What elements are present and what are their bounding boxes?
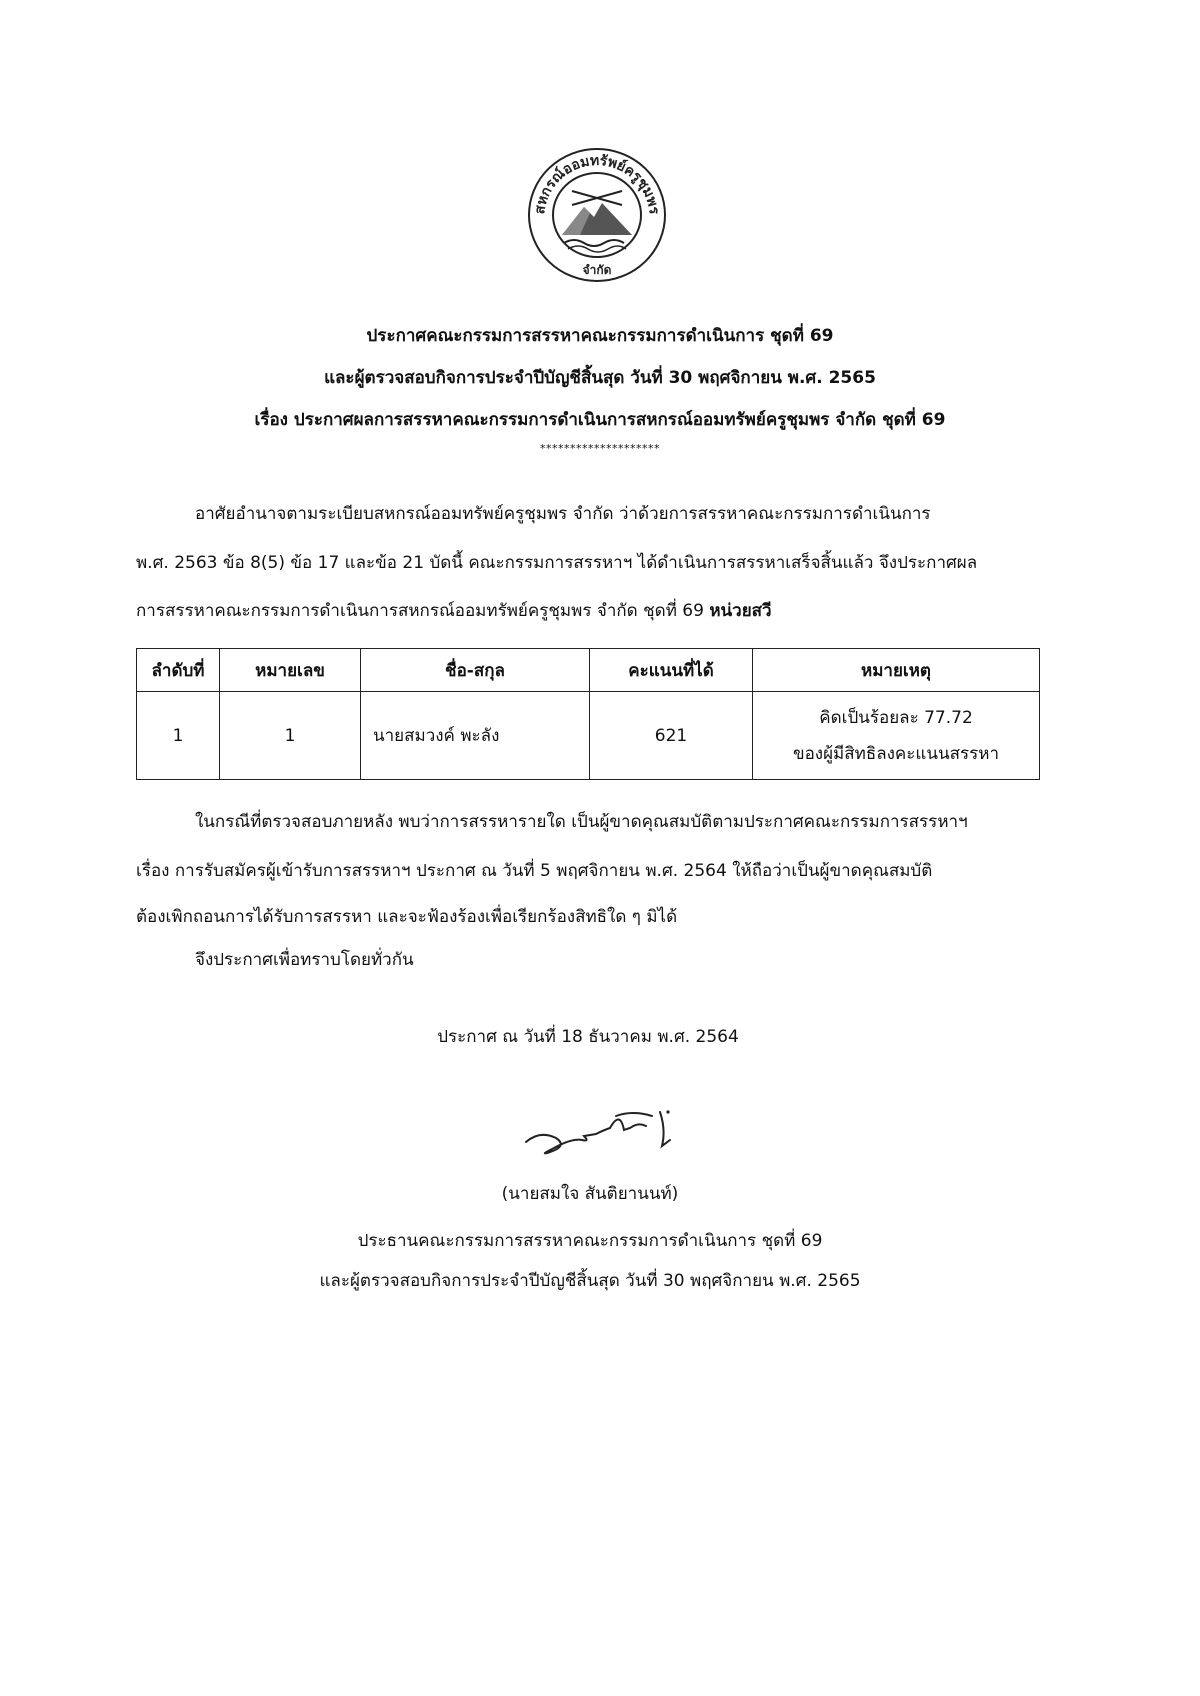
signatory-position-1: ประธานคณะกรรมการสรรหาคณะกรรมการดำเนินการ ชุดที่ 69 (357, 1231, 823, 1251)
separator-stars: ******************** (540, 442, 660, 455)
cell-score: 621 (590, 692, 753, 780)
signatory-position-2: และผู้ตรวจสอบกิจการประจำปีบัญชีสิ้นสุด วันที่ 30 พฤศจิกายน พ.ศ. 2565 (319, 1271, 861, 1291)
header-name: ชื่อ-สกุล (361, 649, 590, 692)
title-line-1: ประกาศคณะกรรมการสรรหาคณะกรรมการดำเนินการ ชุดที่ 69 (366, 326, 834, 346)
intro-line-3-text: การสรรหาคณะกรรมการดำเนินการสหกรณ์ออมทรัพย์ครูชุมพร จำกัด ชุดที่ 69 (136, 601, 704, 621)
cell-number: 1 (220, 692, 361, 780)
title-line-2: และผู้ตรวจสอบกิจการประจำปีบัญชีสิ้นสุด วันที่ 30 พฤศจิกายน พ.ศ. 2565 (324, 368, 876, 388)
intro-line-2: พ.ศ. 2563 ข้อ 8(5) ข้อ 17 และข้อ 21 บัดนี้ คณะกรรมการสรรหาฯ ได้ดำเนินการสรรหาเสร็จสิ้นแล้ว จึงประกาศผล (136, 553, 978, 573)
signatory-name: (นายสมใจ สันติยานนท์) (501, 1184, 679, 1204)
cell-name: นายสมวงค์ พะลัง (361, 692, 590, 780)
closing-line: จึงประกาศเพื่อทราบโดยทั่วกัน (195, 950, 414, 970)
table-header-row (137, 649, 1040, 692)
cooperative-seal-logo (522, 143, 672, 283)
body-line-1: ในกรณีที่ตรวจสอบภายหลัง พบว่าการสรรหารายใด เป็นผู้ขาดคุณสมบัติตามประกาศคณะกรรมการสรรหาฯ (195, 812, 968, 832)
announcement-date: ประกาศ ณ วันที่ 18 ธันวาคม พ.ศ. 2564 (437, 1027, 739, 1047)
remark-line-1: คิดเป็นร้อยละ 77.72 (819, 707, 973, 728)
intro-line-3 (136, 597, 1038, 624)
cell-remark (753, 692, 1040, 780)
subject-line: เรื่อง ประกาศผลการสรรหาคณะกรรมการดำเนินการสหกรณ์ออมทรัพย์ครูชุมพร จำกัด ชุดที่ 69 (254, 410, 946, 430)
header-score: คะแนนที่ได้ (590, 649, 753, 692)
body-line-2: เรื่อง การรับสมัครผู้เข้ารับการสรรหาฯ ประกาศ ณ วันที่ 5 พฤศจิกายน พ.ศ. 2564 ให้ถือว่าเป็นผู้ขาดคุณสมบัติ (136, 861, 933, 881)
voting-unit: หน่วยสวี (709, 601, 772, 621)
header-number: หมายเลข (220, 649, 361, 692)
header-order: ลำดับที่ (137, 649, 220, 692)
results-table (136, 648, 1040, 780)
cell-order: 1 (137, 692, 220, 780)
remark-line-2: ของผู้มีสิทธิลงคะแนนสรรหา (792, 743, 1000, 764)
body-line-3: ต้องเพิกถอนการได้รับการสรรหา และจะฟ้องร้องเพื่อเรียกร้องสิทธิใด ๆ มิได้ (136, 907, 678, 927)
handwritten-signature (520, 1100, 690, 1170)
svg-text:สหกรณ์ออมทรัพย์ครูชุมพร (532, 153, 662, 216)
table-row (137, 692, 1040, 780)
intro-line-1: อาศัยอำนาจตามระเบียบสหกรณ์ออมทรัพย์ครูชุมพร จำกัด ว่าด้วยการสรรหาคณะกรรมการดำเนินการ (195, 504, 931, 524)
seal-text-top: สหกรณ์ออมทรัพย์ครูชุมพร (532, 152, 662, 216)
header-remark: หมายเหตุ (753, 649, 1040, 692)
seal-text-bottom: จำกัด (582, 263, 612, 277)
